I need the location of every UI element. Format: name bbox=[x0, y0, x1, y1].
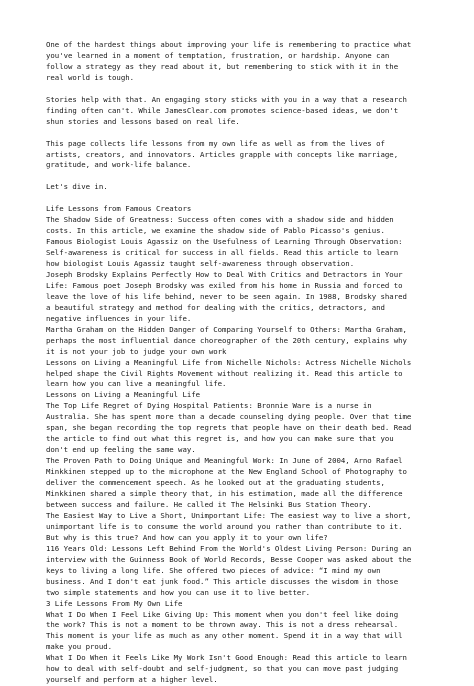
intro-paragraph: One of the hardest things about improving your life is remembering to practice what you've learned in a moment of temptation, frustration, or hardship. Anyone can follow a strategy as they read about it, but remembering to stick with it in the real world is tough. bbox=[46, 40, 412, 82]
article-entry: The Shadow Side of Greatness: Success often comes with a shadow side and hidden costs. In this article, we examine the shadow side of Pablo Picasso's genius. bbox=[46, 215, 394, 236]
intro-paragraph: Let's dive in. bbox=[46, 182, 108, 192]
article-entry: 116 Years Old: Lessons Left Behind From the World's Oldest Living Person: During an interview with the Guinness Book of World Records, Besse Cooper was asked about the keys to living a long life. She offered two pieces of advice: “I mind my own business. And I don't eat junk food.” This article discusses the wisdom in those two simple statements and how you can use it to live better. bbox=[46, 543, 412, 597]
section-heading: Lessons on Living a Meaningful Life bbox=[46, 390, 201, 400]
intro-paragraph: Stories help with that. An engaging story sticks with you in a way that a research finding often can't. While JamesClear.com promotes science-based ideas, we don't shun stories and lessons based on real life. bbox=[46, 94, 407, 126]
article-entry: Joseph Brodsky Explains Perfectly How to Deal With Critics and Detractors in Your Life: Famous poet Joseph Brodsky was exiled from his home in Russia and forced to leave the love of his life behind, never to be seen again. In 1988, Brodsky shared a beautiful strategy and method for dealing with the critics, detractors, and negative influences in your life. bbox=[46, 269, 407, 323]
article-entry: Martha Graham on the Hidden Danger of Comparing Yourself to Others: Martha Graham, perhaps the most influential dance choreographer of the 20th century, explains why it is not your job to judge your own work bbox=[46, 324, 407, 356]
article-entry: What I Do When it Feels Like My Work Isn't Good Enough: Read this article to learn how to deal with self-doubt and self-judgment, so that you can move past judging yourself and perform at a higher level. bbox=[46, 653, 407, 685]
article-entry: The Easiest Way to Live a Short, Unimportant Life: The easiest way to live a short, unimportant life is to consume the world around you rather than contribute to it. But why is this true? And how can you apply it to your own life? bbox=[46, 510, 412, 542]
article-entry: The Proven Path to Doing Unique and Meaningful Work: In June of 2004, Arno Rafael Minkkinen stepped up to the microphone at the New England School of Photography to deliver the commencement speech. As he looked out at the graduating students, Minkkinen shared a simple theory that, in his estimation, made all the difference between success and failure. He called it The Helsinki Bus Station Theory. bbox=[46, 456, 407, 509]
section-heading: 3 Life Lessons From My Own Life bbox=[46, 598, 183, 608]
paragraph-spacer bbox=[46, 171, 458, 182]
article-entry: What I Do When I Feel Like Giving Up: This moment when you don't feel like doing the work? This is not a moment to be thrown away. This is not a dress rehearsal. This moment is your life as much as any other moment. Spend it in a way that will make you proud. bbox=[46, 609, 403, 652]
paragraph-spacer bbox=[46, 128, 458, 139]
article-entry: Lessons on Living a Meaningful Life from Nichelle Nichols: Actress Nichelle Nichols helped shape the Civil Rights Movement without realizing it. Read this article to learn how you can live a meaningful life. bbox=[46, 357, 412, 389]
document-page bbox=[46, 40, 458, 686]
article-entry: Famous Biologist Louis Agassiz on the Usefulness of Learning Through Observation: Self-awareness is critical for success in all fields. Read this article to learn how biologist Louis Agassiz taught self-awareness through observation. bbox=[46, 237, 403, 268]
paragraph-spacer bbox=[46, 193, 458, 204]
intro-paragraph: This page collects life lessons from my own life as well as from the lives of artists, creators, and innovators. Articles grapple with concepts like marriage, gratitude, and work-life balance. bbox=[46, 138, 399, 170]
article-entry: The Top Life Regret of Dying Hospital Patients: Bronnie Ware is a nurse in Australia. She has spent more than a decade counseling dying people. Over that time span, she began recording the top regrets that people have on their death bed. Read the article to find out what this regret is, and how you can make sure that you don't end up feeling the same way. bbox=[46, 401, 412, 455]
paragraph-spacer bbox=[46, 84, 458, 95]
section-heading: Life Lessons from Famous Creators bbox=[46, 204, 192, 214]
